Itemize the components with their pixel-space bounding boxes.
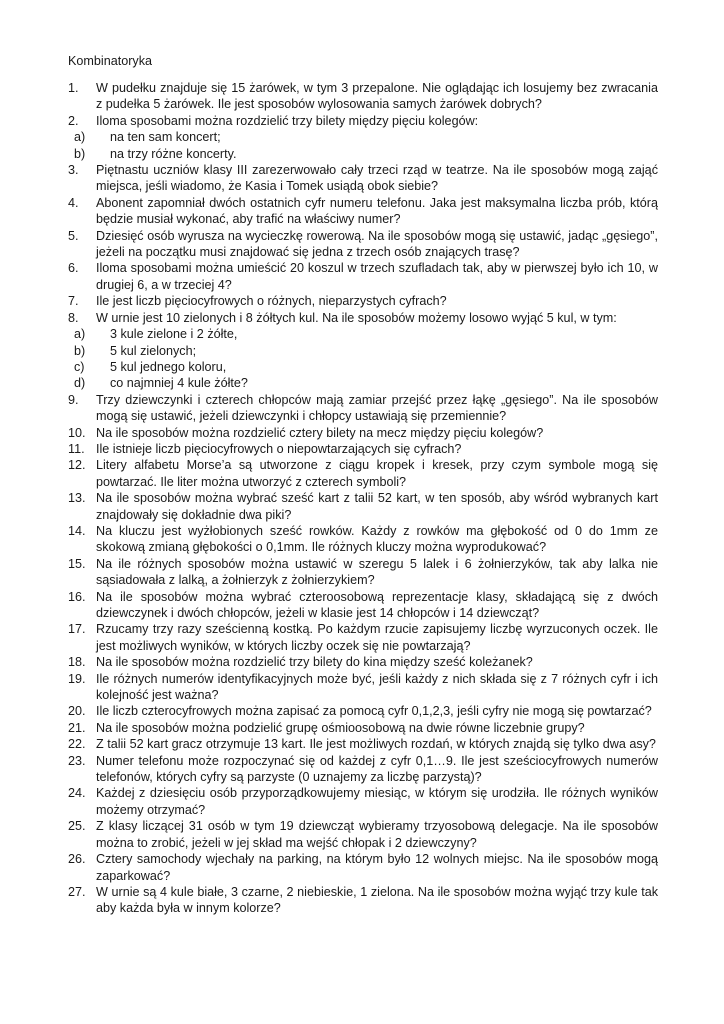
exercise-number: 7. [68, 294, 79, 309]
exercise-number: 25. [68, 819, 86, 834]
exercise-text: Na ile różnych sposobów można ustawić w szeregu 5 lalek i 6 żołnierzyków, tak aby lalka nie sąsiadowała z lalką, a żołnierzyk z żołnierzykiem? [96, 556, 658, 588]
exercise-text: Na ile sposobów można podzielić grupę ośmioosobową na dwie równe liczebnie grupy? [96, 720, 585, 735]
exercise-number: 6. [68, 261, 79, 276]
exercise-text: Na ile sposobów można wybrać czteroosobową reprezentacje klasy, składającą się z dwóch dziewczynek i dwóch chłopców, jeżeli w klasie jest 14 chłopców i 14 dziewcząt? [96, 589, 658, 620]
exercise-item [68, 884, 658, 917]
sub-item-letter: a) [74, 327, 86, 342]
exercise-item [68, 260, 658, 293]
exercise-item [68, 392, 658, 425]
exercise-text: Trzy dziewczynki i czterech chłopców mają zamiar przejść przez łąkę „gęsiego”. Na ile sposobów mogą się ustawić, jeżeli dziewczynki i chłopcy ustawiają się przemiennie? [96, 392, 658, 424]
sub-item [68, 129, 658, 145]
exercise-number: 2. [68, 113, 79, 128]
exercise-number: 26. [68, 852, 86, 867]
exercise-item [68, 425, 658, 441]
exercise-text: Dziesięć osób wyrusza na wycieczkę rowerową. Na ile sposobów mogą się ustawić, jadąc „gęsiego”, jeżeli na początku musi znajdować się jedna z trzech osób znających trasę? [96, 228, 658, 260]
exercise-number: 20. [68, 704, 86, 719]
exercise-number: 11. [68, 441, 85, 456]
exercise-text: Na ile sposobów można rozdzielić trzy bilety do kina między sześć koleżanek? [96, 655, 533, 670]
exercise-text: Piętnastu uczniów klasy III zarezerwowało cały trzeci rząd w teatrze. Na ile sposobów mogą zająć miejsca, jeśli wiadomo, że Kasia i Tomek usiądą obok siebie? [96, 163, 658, 194]
exercise-text: Ile istnieje liczb pięciocyfrowych o niepowtarzających się cyfrach? [96, 441, 462, 456]
page-title: Kombinatoryka [68, 54, 152, 68]
sub-item [68, 146, 658, 162]
exercise-number: 4. [68, 195, 79, 210]
exercise-item [68, 621, 658, 654]
exercise-number: 8. [68, 310, 79, 325]
exercise-number: 3. [68, 163, 79, 178]
sub-item-letter: c) [74, 359, 85, 374]
exercise-text: Ile liczb czterocyfrowych można zapisać za pomocą cyfr 0,1,2,3, jeśli cyfry nie mogą się powtarzać? [96, 704, 652, 719]
exercise-number: 16. [68, 589, 86, 604]
sub-item-text: 5 kul jednego koloru, [110, 359, 227, 374]
sub-item-letter: d) [74, 376, 86, 391]
exercise-item [68, 490, 658, 523]
sub-item [68, 326, 658, 342]
exercise-item [68, 310, 658, 326]
exercise-item [68, 80, 658, 113]
exercise-number: 23. [68, 753, 86, 768]
sub-item-letter: b) [74, 343, 86, 358]
exercise-item [68, 195, 658, 228]
exercise-text: Numer telefonu może rozpoczynać się od każdej z cyfr 0,1…9. Ile jest sześciocyfrowych numerów telefonów, których cyfry są parzyste (0 uznajemy za liczbę parzystą)? [96, 753, 658, 785]
exercise-number: 13. [68, 491, 86, 506]
exercise-item [68, 785, 658, 818]
sub-item-text: na trzy różne koncerty. [110, 146, 237, 161]
exercise-text: Ile jest liczb pięciocyfrowych o różnych, nieparzystych cyfrach? [96, 294, 447, 309]
sub-item-letter: b) [74, 146, 86, 161]
exercise-text: Ile różnych numerów identyfikacyjnych może być, jeśli każdy z nich składa się z 7 różnych cyfr i ich kolejność jest ważna? [96, 671, 658, 703]
exercise-text: Na ile sposobów można rozdzielić cztery bilety na mecz między pięciu kolegów? [96, 425, 544, 440]
exercise-number: 21. [68, 720, 86, 735]
exercise-number: 1. [68, 81, 79, 95]
exercise-item [68, 457, 658, 490]
exercise-text: Rzucamy trzy razy sześcienną kostką. Po każdym rzucie zapisujemy liczbę wyrzuconych oczek. Ile jest możliwych wyników, w których liczby oczek się nie powtarzają? [96, 622, 658, 653]
exercise-item [68, 293, 658, 309]
exercise-item [68, 556, 658, 589]
sub-item-text: 5 kul zielonych; [110, 343, 197, 358]
sub-item-text: na ten sam koncert; [110, 130, 221, 145]
exercise-number: 19. [68, 671, 86, 686]
exercise-text: Z klasy liczącej 31 osób w tym 19 dziewcząt wybieramy trzyosobową delegacje. Na ile sposobów można to zrobić, jeżeli w jej skład ma wejść chłopak i 2 dziewczyny? [96, 819, 658, 850]
exercise-number: 27. [68, 884, 86, 899]
exercise-text: Ilomа sposobami można rozdzielić trzy bilety między pięciu kolegów: [96, 113, 479, 128]
exercise-item [68, 851, 658, 884]
exercise-number: 5. [68, 228, 79, 243]
exercise-text: W urnie jest 10 zielonych i 8 żółtych kul. Na ile sposobów możemy losowo wyjąć 5 kul, w tym: [96, 310, 617, 325]
exercise-item [68, 671, 658, 704]
exercise-text: Abonent zapomniał dwóch ostatnich cyfr numeru telefonu. Jaka jest maksymalna liczba prób, którą będzie musiał wykonać, aby trafić na właściwy numer? [96, 195, 658, 227]
exercise-number: 22. [68, 737, 86, 752]
exercise-text: W urnie są 4 kule białe, 3 czarne, 2 niebieskie, 1 zielona. Na ile sposobów można wyjąć trzy kule tak aby każda była w innym kolorze? [96, 884, 658, 916]
exercise-number: 9. [68, 392, 79, 407]
sub-item-text: 3 kule zielone i 2 żółte, [110, 327, 238, 342]
exercise-item [68, 162, 658, 195]
exercise-item [68, 703, 658, 719]
exercise-text: W pudełku znajduje się 15 żarówek, w tym 3 przepalone. Nie oglądając ich losujemy bez zwracania z pudełka 5 żarówek. Ile jest sposobów wylosowania samych żarówek dobrych? [96, 81, 658, 112]
sub-item [68, 343, 658, 359]
exercise-item [68, 654, 658, 670]
exercise-text: Cztery samochody wjechały na parking, na którym było 12 wolnych miejsc. Na ile sposobów mogą zaparkować? [96, 852, 658, 883]
exercise-text: Z talii 52 kart gracz otrzymuje 13 kart. Ile jest możliwych rozdań, w których znajdą się tylko dwa asy? [96, 737, 656, 752]
sub-item-text: co najmniej 4 kule żółte? [110, 376, 248, 391]
exercise-number: 10. [68, 425, 86, 440]
exercise-number: 18. [68, 655, 86, 670]
exercise-number: 15. [68, 556, 86, 571]
exercise-item [68, 228, 658, 261]
exercise-number: 12. [68, 458, 86, 473]
sub-item [68, 375, 658, 391]
exercise-item [68, 736, 658, 752]
exercise-text: Na kluczu jest wyżłobionych sześć rowków. Każdy z rowków ma głębokość od 0 do 1mm ze skokową zmianą głębokości o 0,1mm. Ile różnych kluczy można wyprodukować? [96, 523, 658, 555]
exercise-list [68, 80, 658, 917]
exercise-text: Na ile sposobów można wybrać sześć kart z talii 52 kart, w ten sposób, aby wśród wybranych kart znajdowały się dokładnie dwa piki? [96, 491, 658, 522]
exercise-item [68, 113, 658, 129]
exercise-item [68, 720, 658, 736]
exercise-item [68, 818, 658, 851]
sub-item-letter: a) [74, 130, 86, 145]
exercise-number: 14. [68, 523, 86, 538]
exercise-item [68, 523, 658, 556]
exercise-text: Każdej z dziesięciu osób przyporządkowujemy miesiąc, w którym się urodziła. Ile różnych wyników możemy otrzymać? [96, 786, 658, 817]
exercise-text: Litery alfabetu Morse’a są utworzone z ciągu kropek i kresek, przy czym symbole mogą się powtarzać. Ile liter można utworzyć z czterech symboli? [96, 458, 658, 489]
exercise-number: 24. [68, 786, 86, 801]
exercise-item [68, 753, 658, 786]
exercise-text: Ilomа sposobami można umieścić 20 koszul w trzech szufladach tak, aby w pierwszej było ich 10, w drugiej 6, a w trzeciej 4? [96, 261, 658, 292]
exercise-number: 17. [68, 622, 86, 637]
exercise-item [68, 589, 658, 622]
exercise-item [68, 441, 658, 457]
sub-item [68, 359, 658, 375]
